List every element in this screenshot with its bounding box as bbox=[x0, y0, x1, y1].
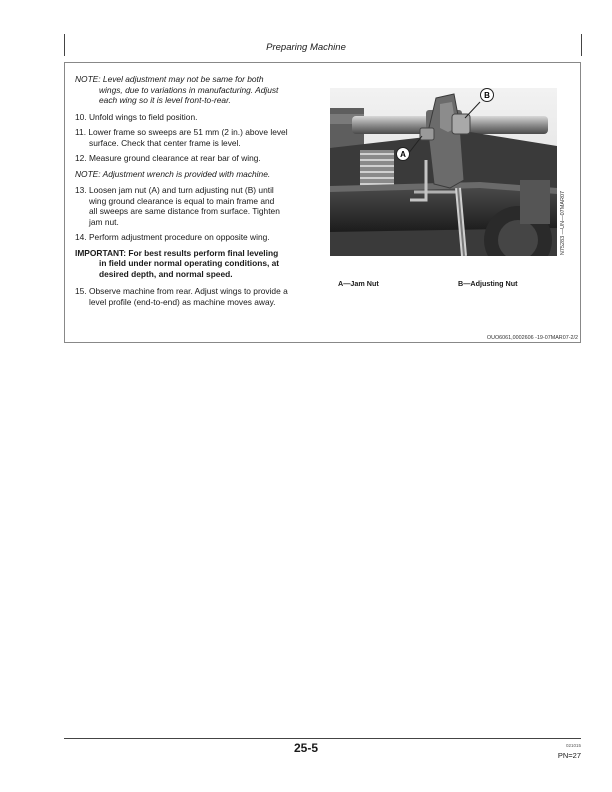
step-text: 11. Lower frame so sweeps are 51 mm (2 in.) above level bbox=[75, 127, 288, 137]
machine-illustration bbox=[330, 88, 557, 256]
step-text: 13. Loosen jam nut (A) and turn adjusting nut (B) until bbox=[75, 185, 274, 195]
step-10 bbox=[75, 112, 325, 123]
callout-a-label: A bbox=[400, 150, 406, 159]
note-level-adjustment bbox=[75, 74, 325, 106]
step-12 bbox=[75, 153, 325, 164]
step-11 bbox=[75, 127, 325, 148]
instruction-column bbox=[75, 74, 325, 312]
step-text: 12. Measure ground clearance at rear bar of wing. bbox=[75, 153, 261, 163]
footer-rule bbox=[64, 738, 581, 739]
important-line: IMPORTANT: For best results perform final leveling bbox=[75, 247, 279, 258]
legend-jam-nut: A—Jam Nut bbox=[338, 279, 379, 288]
step-text: wing ground clearance is equal to main frame and bbox=[89, 195, 275, 206]
figure-id: N75283 —UN—07MAR07 bbox=[560, 190, 566, 256]
callout-a-marker bbox=[397, 148, 410, 161]
step-text: 15. Observe machine from rear. Adjust wings to provide a bbox=[75, 286, 288, 296]
important-line: desired depth, and normal speed. bbox=[99, 268, 233, 279]
step-text: surface. Check that center frame is level. bbox=[89, 137, 241, 148]
pn-number: PN=27 bbox=[557, 751, 581, 760]
step-text: 14. Perform adjustment procedure on opposite wing. bbox=[75, 232, 270, 242]
note-line: wings, due to variations in manufacturing. Adjust bbox=[99, 84, 279, 95]
callout-b-label: B bbox=[484, 91, 490, 100]
callout-b-marker bbox=[481, 89, 494, 102]
legend-adjusting-nut: B—Adjusting Nut bbox=[458, 279, 518, 288]
footer-code: 021015 bbox=[565, 743, 581, 748]
document-reference: OUO6061,0002606 -19-07MAR07-2/2 bbox=[486, 335, 578, 341]
adjustment-photo bbox=[330, 88, 557, 256]
note-line: NOTE: Level adjustment may not be same for both bbox=[75, 74, 264, 84]
step-text: all sweeps are same distance from surface. Tighten bbox=[89, 206, 280, 216]
step-text: jam nut. bbox=[89, 216, 119, 227]
note-wrench: NOTE: Adjustment wrench is provided with machine. bbox=[75, 168, 271, 179]
step-13 bbox=[75, 185, 325, 227]
note-line: each wing so it is level front-to-rear. bbox=[99, 95, 231, 105]
figure-id-rotated bbox=[558, 190, 568, 260]
step-text: level profile (end-to-end) as machine moves away. bbox=[89, 296, 276, 307]
page-number: 25-5 bbox=[293, 741, 319, 755]
step-14 bbox=[75, 232, 325, 243]
important-line: in field under normal operating conditions, at bbox=[99, 258, 280, 268]
step-text: 10. Unfold wings to field position. bbox=[75, 111, 198, 122]
step-15 bbox=[75, 286, 325, 307]
important-note bbox=[75, 248, 325, 280]
section-title: Preparing Machine bbox=[266, 42, 346, 53]
